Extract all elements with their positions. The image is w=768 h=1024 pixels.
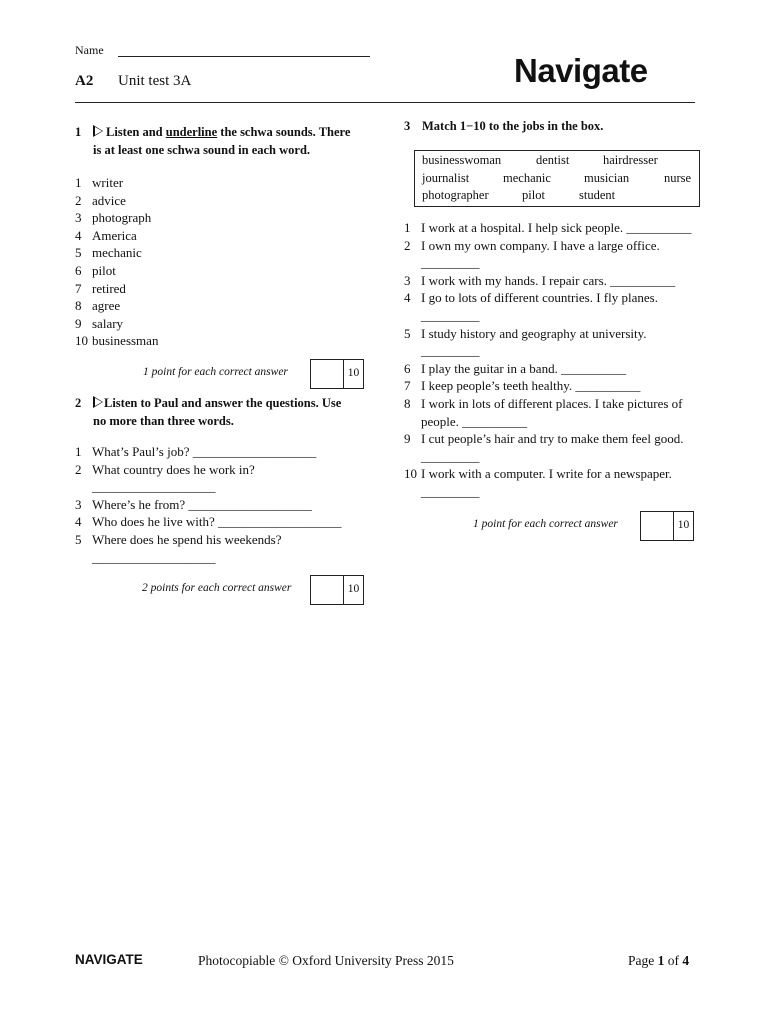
job-word: hairdresser: [603, 153, 658, 167]
item-number: 2: [404, 237, 411, 253]
item-number: 4: [75, 514, 82, 530]
item-number: 10: [75, 333, 88, 349]
job-word: mechanic: [503, 171, 551, 185]
item-text[interactable]: What’s Paul’s job? ___________________: [92, 444, 317, 459]
list-item: [404, 272, 704, 290]
list-item: [404, 219, 704, 237]
footer-brand: NAVIGATE: [75, 952, 143, 967]
footer-copyright: Photocopiable © Oxford University Press 2015: [198, 953, 454, 968]
answer-line[interactable]: ___________________: [92, 479, 216, 495]
item-text[interactable]: photograph: [92, 210, 152, 226]
answer-line[interactable]: ___________________: [92, 549, 216, 565]
item-number: 3: [75, 210, 82, 226]
list-item: [75, 461, 365, 496]
navigate-logo: Navigate: [514, 52, 648, 89]
q1-score-note: 1 point for each correct answer: [143, 366, 288, 378]
q2-score: [140, 575, 365, 604]
item-text[interactable]: Where does he spend his weekends?: [92, 531, 282, 547]
item-number: 7: [404, 378, 411, 394]
item-text[interactable]: America: [92, 227, 137, 243]
q1-instruction-underlined: underline: [165, 125, 218, 139]
q1-score: [140, 359, 365, 388]
job-word: photographer: [422, 188, 489, 202]
q2-number: 2: [75, 396, 82, 410]
item-number: 8: [404, 395, 411, 411]
item-text[interactable]: What country does he work in?: [92, 461, 255, 477]
item-text[interactable]: I play the guitar in a band. __________: [421, 360, 627, 376]
list-item: [75, 262, 355, 280]
list-item: [404, 395, 704, 430]
list-item: [75, 209, 355, 227]
list-item: [75, 531, 365, 566]
item-text[interactable]: Who does he live with? ___________________: [92, 514, 342, 530]
q1-instruction-line2: is at least one schwa sound in each word.: [93, 143, 311, 157]
item-text[interactable]: I own my own company. I have a large office.: [421, 237, 660, 253]
q1-word-list: [75, 174, 355, 350]
q2-instruction-line2: no more than three words.: [93, 414, 234, 428]
job-word: businesswoman: [422, 153, 502, 167]
jobs-row: [422, 187, 692, 204]
item-number: 4: [404, 290, 411, 306]
answer-line[interactable]: _________: [421, 255, 480, 271]
answer-line[interactable]: _________: [421, 483, 480, 499]
list-item: [404, 360, 704, 378]
list-item: [75, 443, 365, 461]
q1-instruction: [93, 123, 350, 141]
list-item: [75, 496, 365, 514]
list-item: [75, 315, 355, 333]
page-prefix: Page: [628, 953, 658, 968]
job-word: student: [579, 188, 616, 202]
item-number: 8: [75, 298, 82, 314]
item-number: 4: [75, 227, 82, 243]
q3-heading: [404, 117, 704, 135]
item-number: 5: [75, 531, 82, 547]
q2-score-box[interactable]: [310, 575, 364, 605]
q2-score-max: 10: [347, 583, 360, 595]
q1-instruction-pre: Listen and: [106, 125, 166, 139]
answer-line[interactable]: people. __________: [421, 413, 528, 429]
list-item: [75, 192, 355, 210]
q1-instruction-post: the schwa sounds. There: [217, 125, 351, 139]
q2-heading: [75, 394, 375, 430]
job-word: nurse: [664, 171, 692, 185]
list-item: [75, 227, 355, 245]
header-divider: [75, 102, 695, 103]
item-text[interactable]: I work with a computer. I write for a newspaper.: [421, 466, 672, 482]
item-number: 1: [75, 444, 82, 459]
list-item: [75, 174, 355, 192]
item-text[interactable]: Where’s he from? ___________________: [92, 496, 312, 512]
list-item: [75, 332, 355, 350]
item-number: 9: [404, 431, 411, 447]
item-number: 1: [404, 220, 411, 235]
q3-score-max: 10: [677, 519, 690, 531]
list-item: [404, 325, 704, 360]
item-text[interactable]: I cut people’s hair and try to make them feel good.: [421, 431, 684, 447]
q3-score: [470, 511, 695, 540]
q3-instruction: Match 1−10 to the jobs in the box.: [422, 119, 604, 133]
item-number: 6: [404, 360, 411, 376]
name-label: Name: [75, 43, 104, 57]
item-text[interactable]: advice: [92, 192, 126, 208]
job-word: journalist: [422, 171, 470, 185]
item-text[interactable]: I work with my hands. I repair cars. __________: [421, 272, 676, 288]
q2-score-note: 2 points for each correct answer: [142, 582, 292, 594]
item-number: 1: [75, 175, 82, 190]
q2-instruction-line1: Listen to Paul and answer the questions. Use: [104, 396, 342, 410]
item-text[interactable]: retired: [92, 280, 126, 296]
item-text[interactable]: I go to lots of different countries. I fly planes.: [421, 290, 658, 306]
job-word: musician: [584, 171, 630, 185]
answer-line[interactable]: _________: [421, 448, 480, 464]
item-number: 5: [404, 325, 411, 341]
item-number: 6: [75, 262, 82, 278]
q1-score-max: 10: [347, 367, 360, 379]
item-number: 3: [404, 272, 411, 288]
item-number: 9: [75, 315, 82, 331]
item-number: 10: [404, 466, 417, 482]
q1-heading: [75, 123, 375, 159]
job-word: pilot: [522, 188, 545, 202]
item-number: 2: [75, 192, 82, 208]
item-text[interactable]: businessman: [92, 333, 159, 349]
item-text[interactable]: I keep people’s teeth healthy. __________: [421, 378, 641, 394]
jobs-box: [414, 150, 700, 207]
item-text[interactable]: I study history and geography at university.: [421, 325, 647, 341]
item-number: 5: [75, 245, 82, 261]
answer-line[interactable]: _________: [421, 307, 480, 323]
q3-sentence-list: [404, 219, 704, 501]
q1-score-box[interactable]: [310, 359, 364, 389]
list-item: [404, 289, 704, 324]
list-item: [75, 513, 365, 531]
answer-line[interactable]: _________: [421, 343, 480, 359]
item-text[interactable]: mechanic: [92, 245, 142, 261]
q1-number: 1: [75, 125, 82, 139]
list-item: [75, 280, 355, 298]
q2-question-list: [75, 443, 365, 566]
item-text[interactable]: agree: [92, 298, 121, 314]
list-item: [404, 377, 704, 395]
jobs-row: [422, 152, 692, 169]
level-label: A2: [75, 73, 94, 89]
item-number: 7: [75, 280, 82, 296]
list-item: [75, 297, 355, 315]
q3-score-box[interactable]: [640, 511, 694, 541]
item-text[interactable]: writer: [92, 175, 124, 190]
list-item: [404, 430, 704, 465]
page-current: 1: [657, 953, 665, 968]
q2-instruction: [93, 394, 341, 412]
audio-play-icon[interactable]: [93, 125, 103, 137]
page-mid: of: [664, 953, 683, 968]
audio-play-icon[interactable]: [93, 396, 103, 408]
name-field-line[interactable]: [118, 56, 370, 57]
item-text[interactable]: I work in lots of different places. I take pictures of: [421, 395, 683, 411]
item-number: 2: [75, 461, 82, 477]
list-item: [75, 244, 355, 262]
item-text[interactable]: pilot: [92, 262, 116, 278]
page-title: Unit test 3A: [118, 73, 192, 89]
item-text[interactable]: salary: [92, 315, 124, 331]
item-text[interactable]: I work at a hospital. I help sick people. __________: [421, 220, 692, 235]
jobs-row: [422, 170, 692, 187]
q3-score-note: 1 point for each correct answer: [473, 518, 618, 530]
job-word: dentist: [536, 153, 570, 167]
page-number: [628, 953, 689, 969]
page-total: 4: [682, 953, 690, 968]
list-item: [404, 465, 704, 500]
q3-number: 3: [404, 119, 411, 133]
list-item: [404, 237, 704, 272]
item-number: 3: [75, 496, 82, 512]
